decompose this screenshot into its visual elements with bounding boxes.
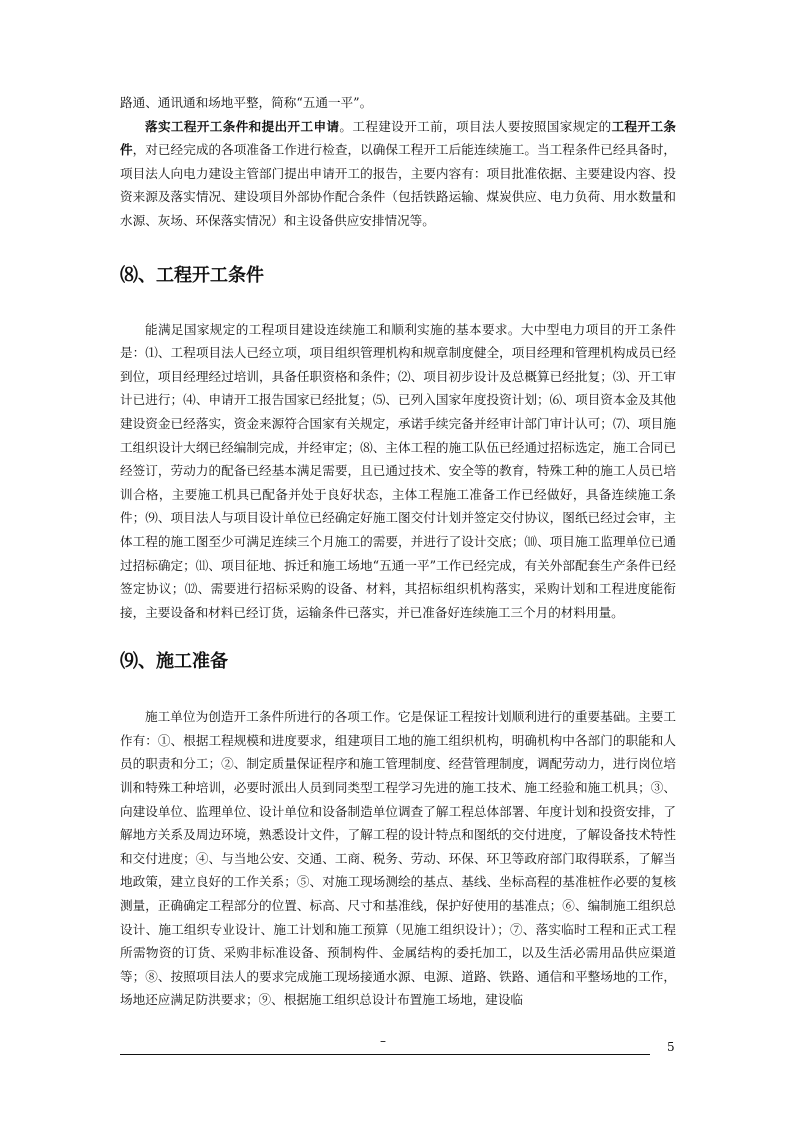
application-paragraph [120,115,676,233]
page-number: 5 [667,1040,675,1054]
section-8-heading: ⑻、工程开工条件 [120,264,264,286]
application-text-2: ，对已经完成的各项准备工作进行检查，以确保工程开工后能连续施工。当工程条件已经具备时，项目法人向电力建设主管部门提出申请开工的报告，主要内容有：项目批准依据、主要建设内容、投资来源及落实情况、建设项目外部协作配合条件（包括铁路运输、煤炭供应、电力负荷、用水数量和水源、灰场、环保落实情况）和主设备供应安排情况等。 [120,142,677,228]
application-text-1: 。工程建设开工前，项目法人要按照国家规定的 [339,118,612,134]
footer-dash: – [380,1034,386,1048]
intro-text: 路通、通讯通和场地平整，简称“五通一平”。 [120,95,373,110]
section-9-body: 施工单位为创造开工条件所进行的各项工作。它是保证工程按计划顺利进行的重要基础。主要工作有：①、根据工程规模和进度要求，组建项目工地的施工组织机构，明确机构中各部门的职能和人员的职责和分工；②、制定质量保证程序和施工管理制度、经营管理制度，调配劳动力，进行岗位培训和特殊工种培训，必要时派出人员到同类型工程学习先进的施工技术、施工经验和施工机具；③、向建设单位、监理单位、设计单位和设备制造单位调查了解工程总体部署、年度计划和投资安排，了解地方关系及周边环境，熟悉设计文件，了解工程的设计特点和图纸的交付进度，了解设备技术特性和交付进度；④、与当地公安、交通、工商、税务、劳动、环保、环卫等政府部门取得联系，了解当地政策，建立良好的工作关系；⑤、对施工现场测绘的基点、基线、坐标高程的基准桩作必要的复核测量，正确确定工程部分的位置、标高、尺寸和基准线，保护好使用的基准点；⑥、编制施工组织总设计、施工组织专业设计、施工计划和施工预算（见施工组织设计）；⑦、落实临时工程和正式工程所需物资的订货、采购非标准设备、预制构件、金属结构的委托加工，以及生活必需用品供应渠道等；⑧、按照项目法人的要求完成施工现场接通水源、电源、道路、铁路、通信和平整场地的工作，场地还应满足防洪要求；⑨、根据施工组织总设计布置施工场地，建设临 [120,709,676,1008]
application-bold-mid: 工程开工条件 [120,118,677,158]
section-8-body: 能满足国家规定的工程项目建设连续施工和顺利实施的基本要求。大中型电力项目的开工条件是：⑴、工程项目法人已经立项，项目组织管理机构和规章制度健全，项目经理和管理机构成员已经到位，项目经理经过培训，具备任职资格和条件；⑵、项目初步设计及总概算已经批复；⑶、开工审计已进行；⑷、申请开工报告国家已经批复；⑸、已列入国家年度投资计划；⑹、项目资本金及其他建设资金已经落实，资金来源符合国家有关规定，承诺手续完备并经审计部门审计认可；⑺、项目施工组织设计大纲已经编制完成，并经审定；⑻、主体工程的施工队伍已经通过招标选定，施工合同已经签订，劳动力的配备已经基本满足需要，且已通过技术、安全等的教育，特殊工种的施工人员已培训合格，主要施工机具已配备并处于良好状态，主体工程施工准备工作已经做好，具备连续施工条件；⑼、项目法人与项目设计单位已经确定好施工图交付计划并签定交付协议，图纸已经过会审，主体工程的施工图至少可满足连续三个月施工的需要，并进行了设计交底；⑽、项目施工监理单位已通过招标确定；⑾、项目征地、拆迁和施工场地“五通一平”工作已经完成，有关外部配套生产条件已经签定协议；⑿、需要进行招标采购的设备、材料，其招标组织机构落实，采购计划和工程进度能衔接，主要设备和材料已经订货，运输条件已落实，并已准备好连续施工三个月的材料用量。 [120,321,676,620]
footer-rule [120,1054,650,1055]
intro-paragraph [120,91,676,115]
application-bold-lead: 落实工程开工条件和提出开工申请 [145,118,340,134]
section-9-heading: ⑼、施工准备 [120,651,228,673]
page-content [120,91,676,1012]
